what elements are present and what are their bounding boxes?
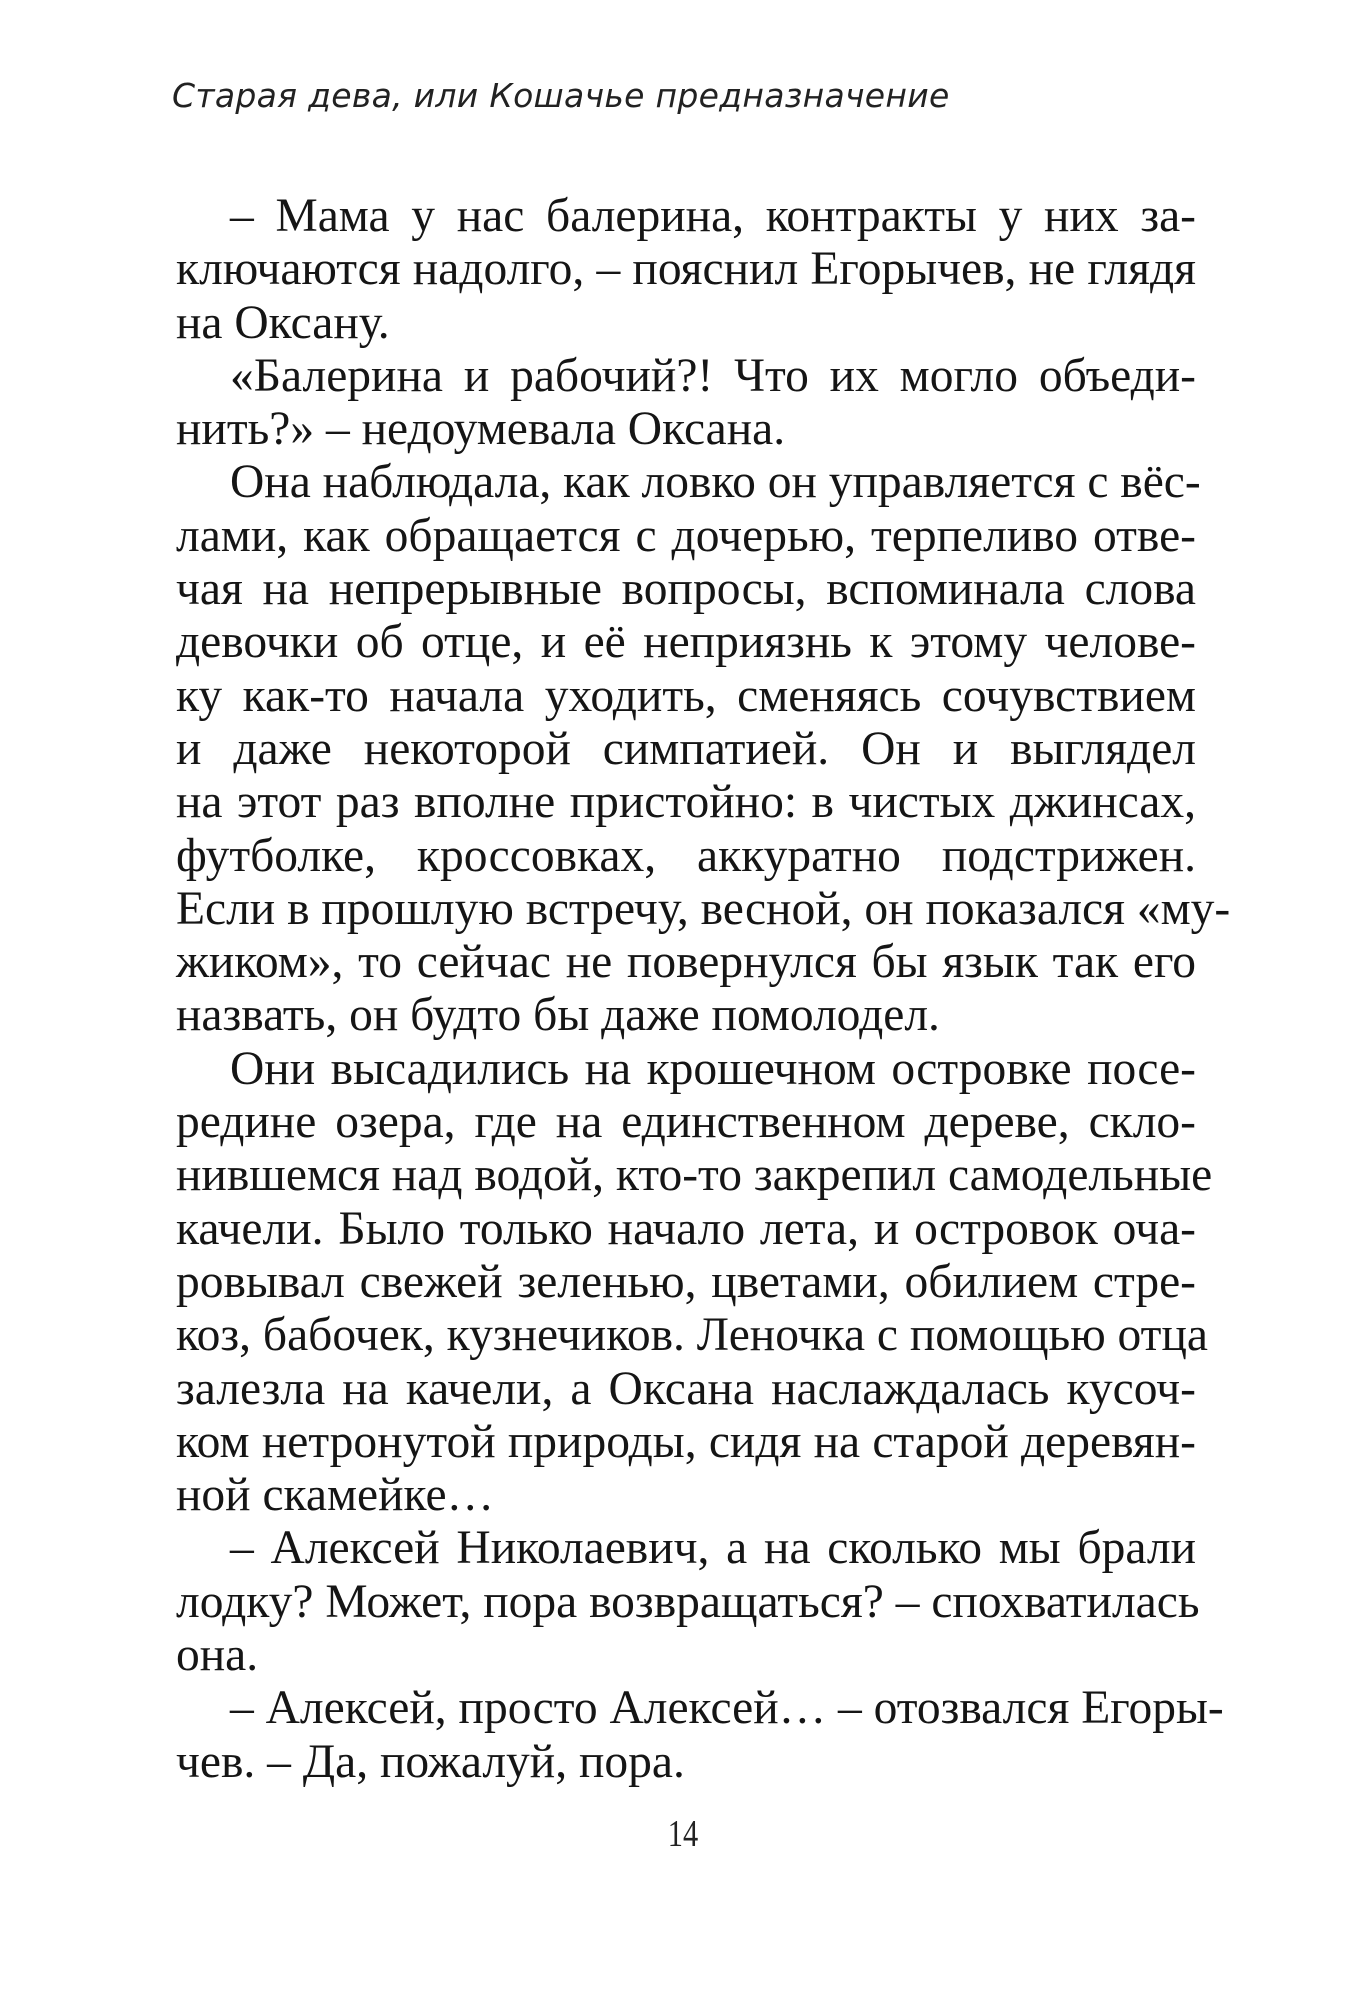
text-line: коз, бабочек, кузнечиков. Леночка с помощью отца (176, 1309, 1208, 1362)
text-line: редине озера, где на единственном дереве, скло- (176, 1096, 1196, 1149)
text-line: – Алексей, просто Алексей… – отозвался Егоры- (230, 1682, 1224, 1735)
text-line: на этот раз вполне пристойно: в чистых джинсах, (176, 776, 1196, 829)
text-line: и даже некоторой симпатией. Он и выглядел (176, 722, 1196, 775)
text-line: на Оксану. (176, 296, 390, 349)
text-line: ком нетронутой природы, сидя на старой деревян- (176, 1415, 1196, 1468)
text-line: чая на непрерывные вопросы, вспоминала слова (176, 563, 1196, 616)
text-line: нившемся над водой, кто-то закрепил самодельные (176, 1149, 1213, 1202)
text-line: Она наблюдала, как ловко он управляется с вёс- (230, 456, 1201, 509)
text-line: Если в прошлую встречу, весной, он показался «му- (176, 882, 1231, 935)
text-line: девочки об отце, и её неприязнь к этому челове- (176, 616, 1196, 669)
text-line: ровывал свежей зеленью, цветами, обилием стре- (176, 1255, 1196, 1308)
text-line: она. (176, 1629, 259, 1682)
text-line: жиком», то сейчас не повернулся бы язык так его (176, 936, 1196, 989)
text-line: «Балерина и рабочий?! Что их могло объеди- (230, 349, 1196, 402)
text-line: ку как-то начала уходить, сменяясь сочувствием (176, 669, 1196, 722)
text-line: нить?» – недоумевала Оксана. (176, 403, 786, 456)
text-line: ключаются надолго, – пояснил Егорычев, не глядя (176, 243, 1196, 296)
text-line: лами, как обращается с дочерью, терпеливо отве- (176, 509, 1196, 562)
text-line: качели. Было только начало лета, и островок оча- (176, 1202, 1196, 1255)
text-line: Они высадились на крошечном островке посе- (230, 1042, 1196, 1095)
text-line: залезла на качели, а Оксана наслаждалась кусоч- (176, 1362, 1196, 1415)
text-line: лодку? Может, пора возвращаться? – спохватилась (176, 1575, 1200, 1628)
running-header: Старая дева, или Кошачье предназначение (172, 76, 950, 115)
text-line: чев. – Да, пожалуй, пора. (176, 1735, 685, 1788)
body-text (176, 190, 1231, 1789)
text-line: футболке, кроссовках, аккуратно подстрижен. (176, 829, 1196, 882)
page-number: 14 (667, 1813, 699, 1855)
text-line: назвать, он будто бы даже помолодел. (176, 989, 940, 1042)
text-line: – Алексей Николаевич, а на сколько мы брали (230, 1522, 1196, 1575)
text-line: ной скамейке… (176, 1469, 495, 1522)
text-line: – Мама у нас балерина, контракты у них за- (230, 190, 1196, 242)
